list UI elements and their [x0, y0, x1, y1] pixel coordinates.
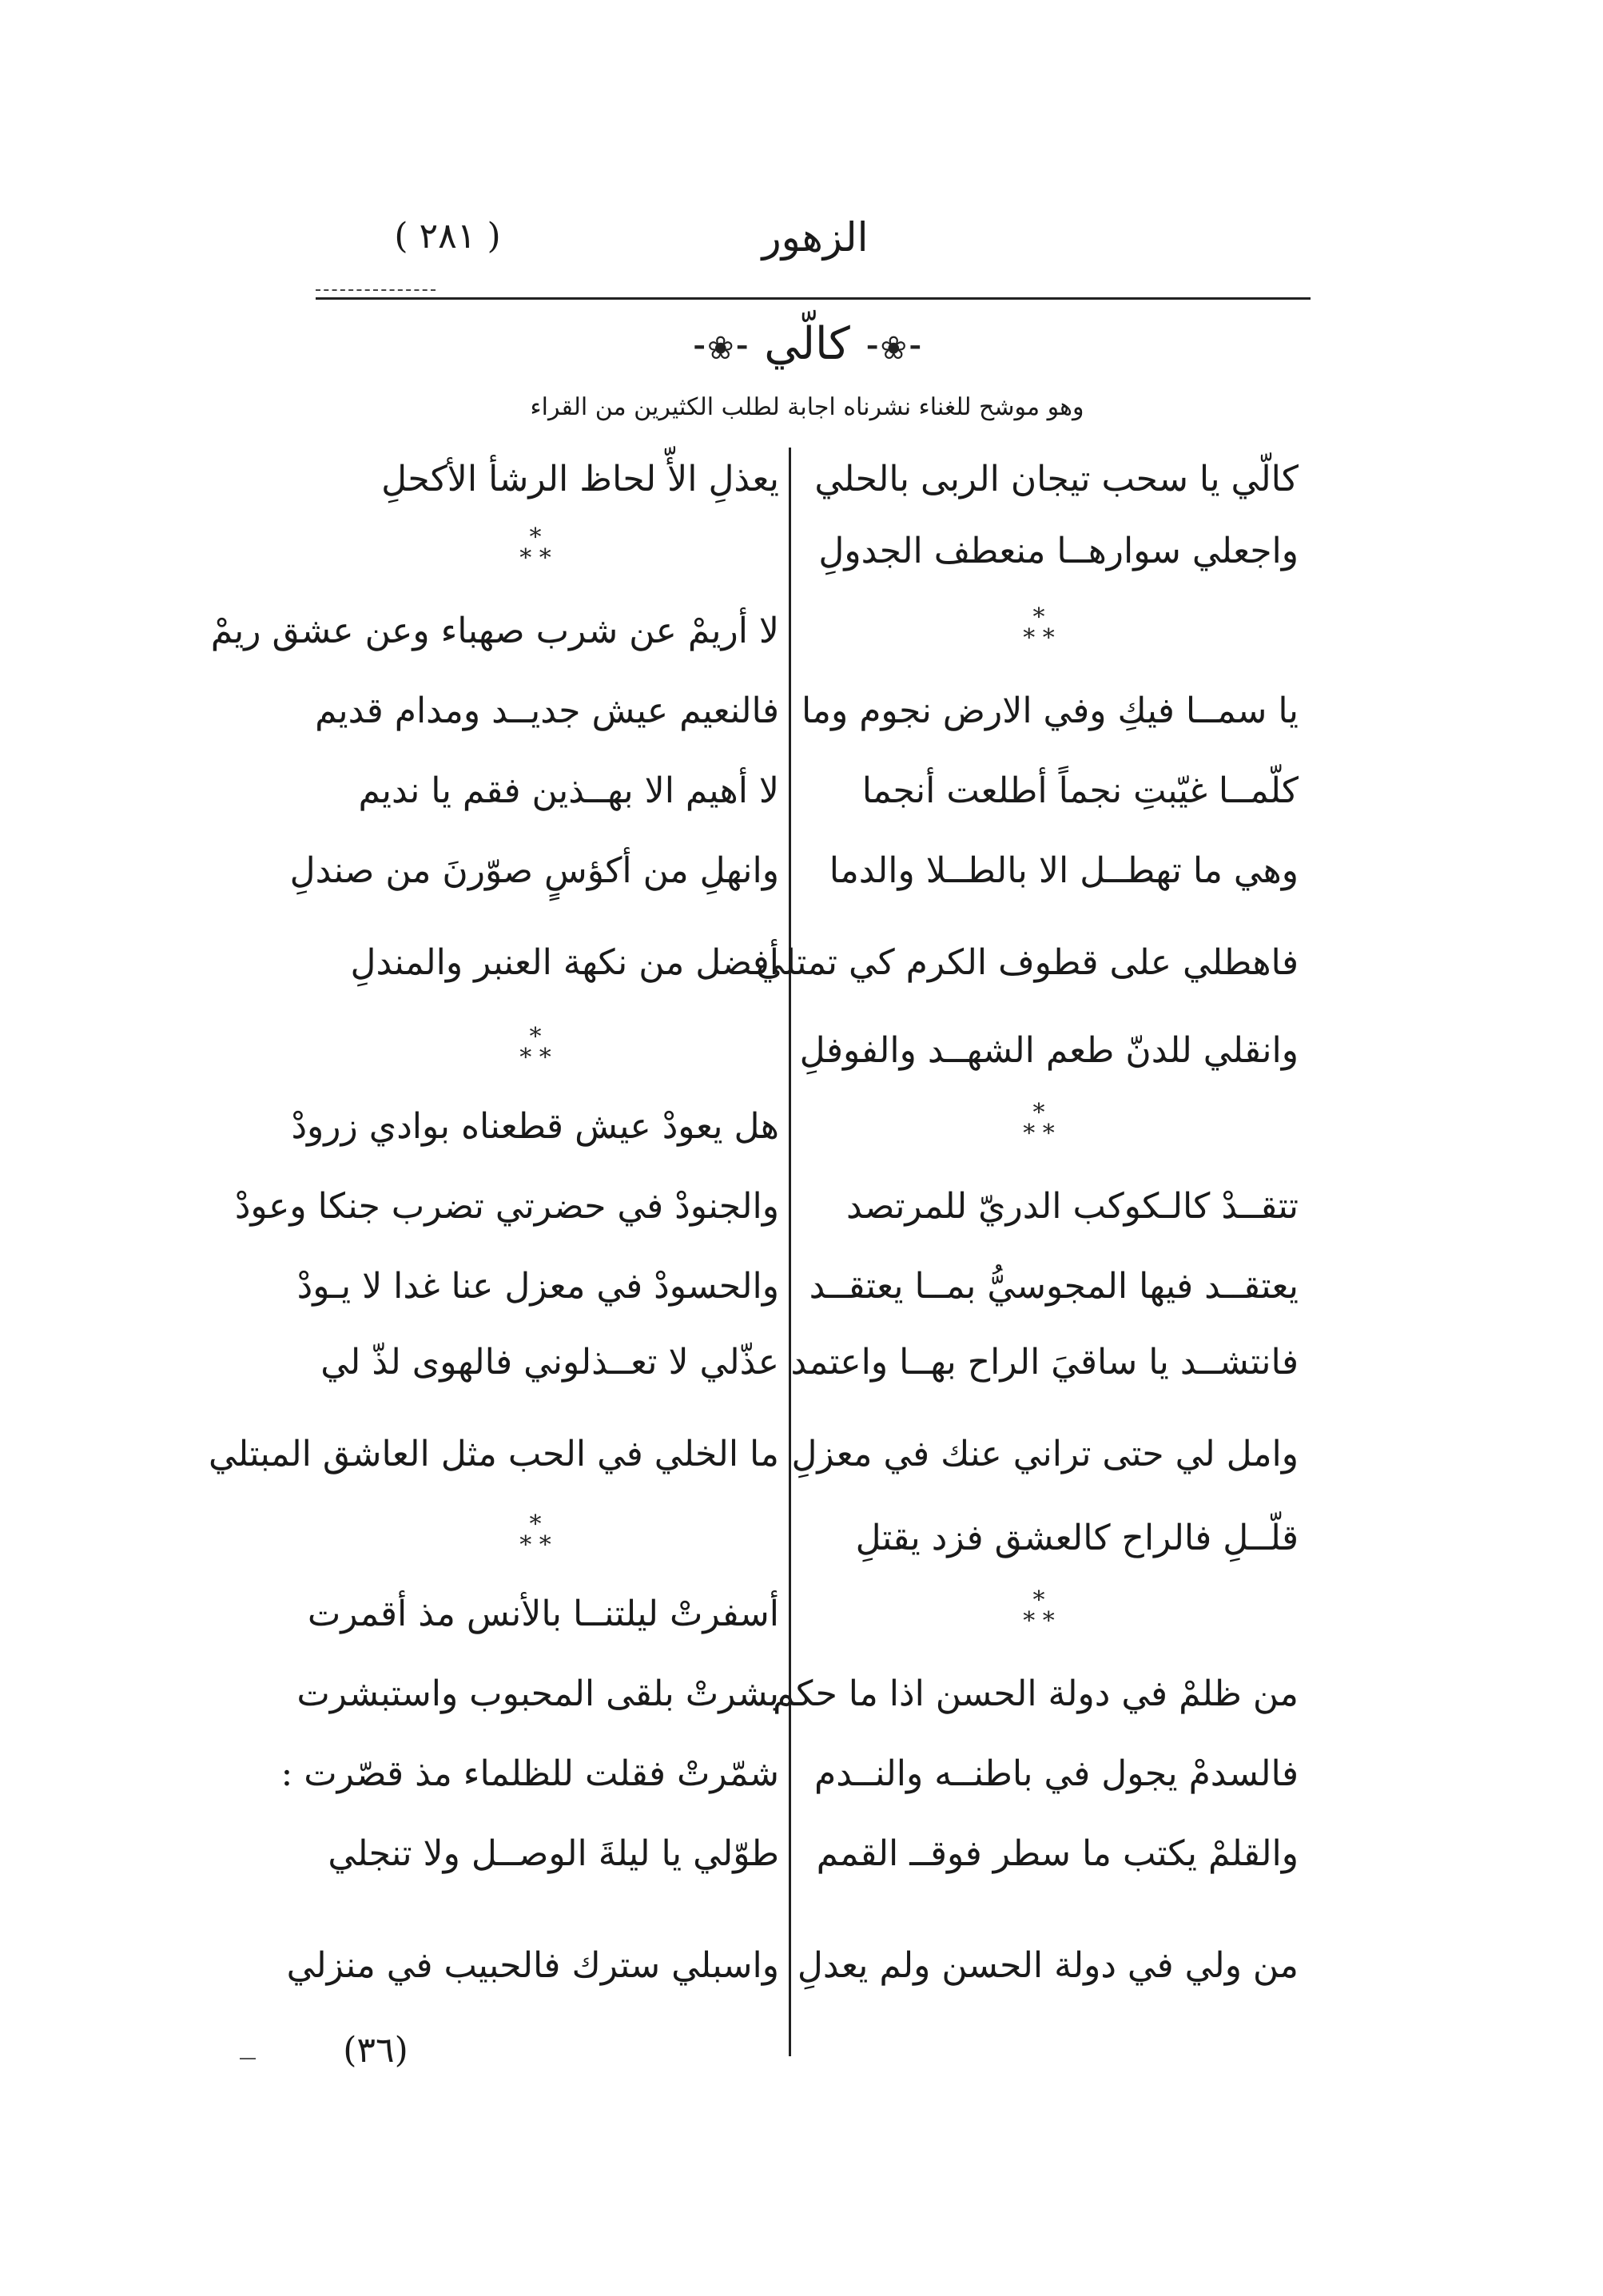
verse-left-hemistich: هل يعودْ عيش قطعناه بوادي زرودْ: [291, 1106, 779, 1147]
verse-right-hemistich: كلّمــا غيّبتِ نجماً أطلعت أنجما: [861, 770, 1299, 811]
verse-row: [0, 1662, 1603, 1726]
verse-row: [0, 1506, 1603, 1570]
star-pair: * *: [519, 544, 551, 572]
page-number: ( ٢٨١ ): [394, 216, 501, 257]
verse-right-hemistich: وانقلي للدنّ طعم الشهــد والفوفلِ: [799, 1030, 1299, 1071]
verse-left-hemistich: عذّلي لا تعــذلوني فالهوى لذّ لي: [320, 1342, 779, 1383]
running-header-title: الزهور: [762, 214, 869, 261]
poem-title: كالّي: [764, 318, 850, 370]
verse-left-hemistich: لا أريمْ عن شرب صهباء وعن عشق ريمْ: [210, 611, 779, 651]
verse-left-hemistich: ما الخلي في الحب مثل العاشق المبتلي: [209, 1434, 779, 1474]
verse-row: [0, 448, 1603, 511]
poem-subtitle: وهو موشح للغناء نشرناه اجابة لطلب الكثيرين من القراء: [530, 393, 1084, 421]
verse-row: [0, 1331, 1603, 1395]
section-stars: [511, 1023, 559, 1075]
verse-right-hemistich: فالسدمْ يجول في باطنــه والنــدم: [813, 1753, 1299, 1794]
verse-left-hemistich: طوّلي يا ليلةَ الوصــل ولا تنجلي: [328, 1833, 779, 1874]
star-pair: * *: [519, 1531, 551, 1559]
verse-row: [0, 599, 1603, 663]
verse-left-hemistich: واسبلي سترك فالحبيب في منزلي: [286, 1945, 779, 1986]
verse-row: [0, 931, 1603, 995]
verse-row: [0, 519, 1603, 583]
margin-mark: [240, 2058, 256, 2059]
verse-right-hemistich: يا سمــا فيكِ وفي الارض نجوم وما: [801, 690, 1299, 731]
verse-row: [0, 1822, 1603, 1886]
poem-title-block: [623, 318, 991, 370]
verse-row: [0, 1019, 1603, 1083]
verse-row: [0, 1582, 1603, 1646]
verse-row: [0, 1175, 1603, 1239]
section-stars: [1015, 1586, 1063, 1638]
header-rule: [316, 297, 1311, 300]
star-top: *: [1032, 1099, 1045, 1127]
verse-row: [0, 839, 1603, 903]
verse-right-hemistich: وهي ما تهطــل الا بالطــلا والدما: [829, 850, 1299, 891]
verse-left-hemistich: فالنعيم عيش جديــد ومدام قديم: [315, 690, 779, 731]
right-ornament-icon: ⁃❀⁃: [864, 330, 924, 367]
verse-right-hemistich: والقلمْ يكتب ما سطر فوقــ القمم: [816, 1833, 1299, 1874]
verse-row: [0, 1255, 1603, 1319]
verse-left-hemistich: يعذلِ الأّ لحاظ الرشأ الأكحلِ: [381, 459, 779, 499]
verse-left-hemistich: والجنودْ في حضرتي تضرب جنكا وعودْ: [234, 1186, 779, 1227]
verse-row: [0, 679, 1603, 743]
star-pair: * *: [519, 1044, 551, 1072]
verse-left-hemistich: لا أهيم الا بهــذين فقم يا نديم: [358, 770, 779, 811]
header-rule-dash: [316, 289, 436, 291]
verse-row: [0, 1742, 1603, 1806]
verse-row: [0, 759, 1603, 823]
verse-right-hemistich: وامل لي حتى تراني عنك في معزلِ: [791, 1434, 1299, 1474]
section-stars: [511, 523, 559, 575]
verse-right-hemistich: فاهطلي على قطوف الكرم كي تمتلي: [755, 942, 1299, 983]
verse-left-hemistich: والحسودْ في معزل عنا غدا لا يـودْ: [296, 1266, 779, 1307]
verse-right-hemistich: قلّــلِ فالراح كالعشق فزد يقتلِ: [855, 1518, 1299, 1558]
verse-right-hemistich: فانتشــد يا ساقيَ الراح بهــا واعتمد: [790, 1342, 1299, 1383]
section-stars: [1015, 603, 1063, 655]
verse-left-hemistich: بشرتْ بلقى المحبوب واستبشرت: [296, 1673, 779, 1714]
verse-row: [0, 1934, 1603, 1998]
verse-left-hemistich: شمّرتْ فقلت للظلماء مذ قصّرت :: [280, 1753, 779, 1794]
star-top: *: [529, 1510, 542, 1538]
star-pair: * *: [1023, 624, 1055, 652]
verse-right-hemistich: من ولي في دولة الحسن ولم يعدلِ: [797, 1945, 1299, 1986]
verse-right-hemistich: تتقــدْ كالـكوكب الدريّ للمرتصد: [845, 1186, 1299, 1227]
section-stars: [1015, 1099, 1063, 1151]
star-top: *: [529, 1023, 542, 1051]
star-pair: * *: [1023, 1607, 1055, 1635]
verse-right-hemistich: من ظلمْ في دولة الحسن اذا ما حكم: [773, 1673, 1299, 1714]
verse-left-hemistich: أسفرتْ ليلتنــا بالأنس مذ أقمرت: [307, 1594, 779, 1634]
star-top: *: [1032, 603, 1045, 631]
verse-row: [0, 1423, 1603, 1486]
verse-left-hemistich: وانهلِ من أكؤسٍ صوّرنَ من صندلِ: [289, 850, 779, 891]
star-top: *: [529, 523, 542, 551]
printer-signature: (٣٦): [343, 2030, 408, 2071]
verse-row: [0, 1095, 1603, 1159]
verse-right-hemistich: واجعلي سوارهــا منعطف الجدولِ: [818, 531, 1299, 571]
left-ornament-icon: ⁃❀⁃: [690, 330, 750, 367]
verse-left-hemistich: أفضل من نكهة العنبر والمندلِ: [350, 942, 779, 983]
star-pair: * *: [1023, 1120, 1055, 1148]
section-stars: [511, 1510, 559, 1562]
star-top: *: [1032, 1586, 1045, 1614]
verse-right-hemistich: كالّي يا سحب تيجان الربى بالحلي: [814, 459, 1299, 499]
verse-right-hemistich: يعتقــد فيها المجوسيُّ بمــا يعتقــد: [809, 1266, 1299, 1307]
